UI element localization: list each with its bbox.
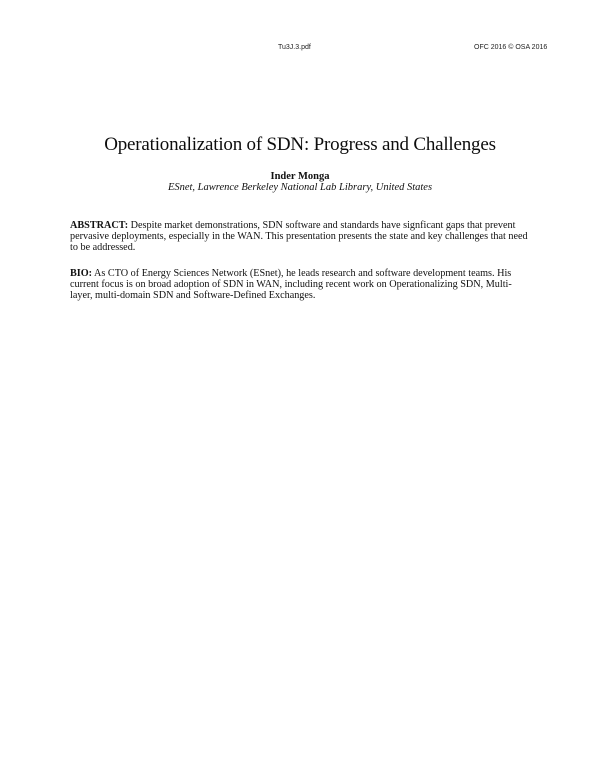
bio-paragraph	[70, 268, 530, 302]
header-filename: Tu3J.3.pdf	[278, 44, 311, 51]
header-conference: OFC 2016 © OSA 2016	[474, 44, 548, 51]
abstract-paragraph	[70, 220, 530, 254]
author-affiliation: ESnet, Lawrence Berkeley National Lab Library, United States	[167, 182, 433, 193]
paper-title: Operationalization of SDN: Progress and Challenges	[104, 134, 496, 155]
bio-text: As CTO of Energy Sciences Network (ESnet), he leads research and software development teams. His current focus is on broad adoption of SDN in WAN, including recent work on Operationalizing SDN, Multi-layer, multi-domain SDN and Software-Defined Exchanges.	[70, 268, 512, 302]
author-name: Inder Monga	[270, 171, 330, 182]
abstract-label: ABSTRACT:	[70, 220, 129, 231]
abstract-text: Despite market demonstrations, SDN software and standards have signficant gaps that prevent pervasive deployments, especially in the WAN. This presentation presents the state and key challenges that need to be addressed.	[70, 220, 528, 254]
bio-label: BIO:	[70, 268, 93, 279]
